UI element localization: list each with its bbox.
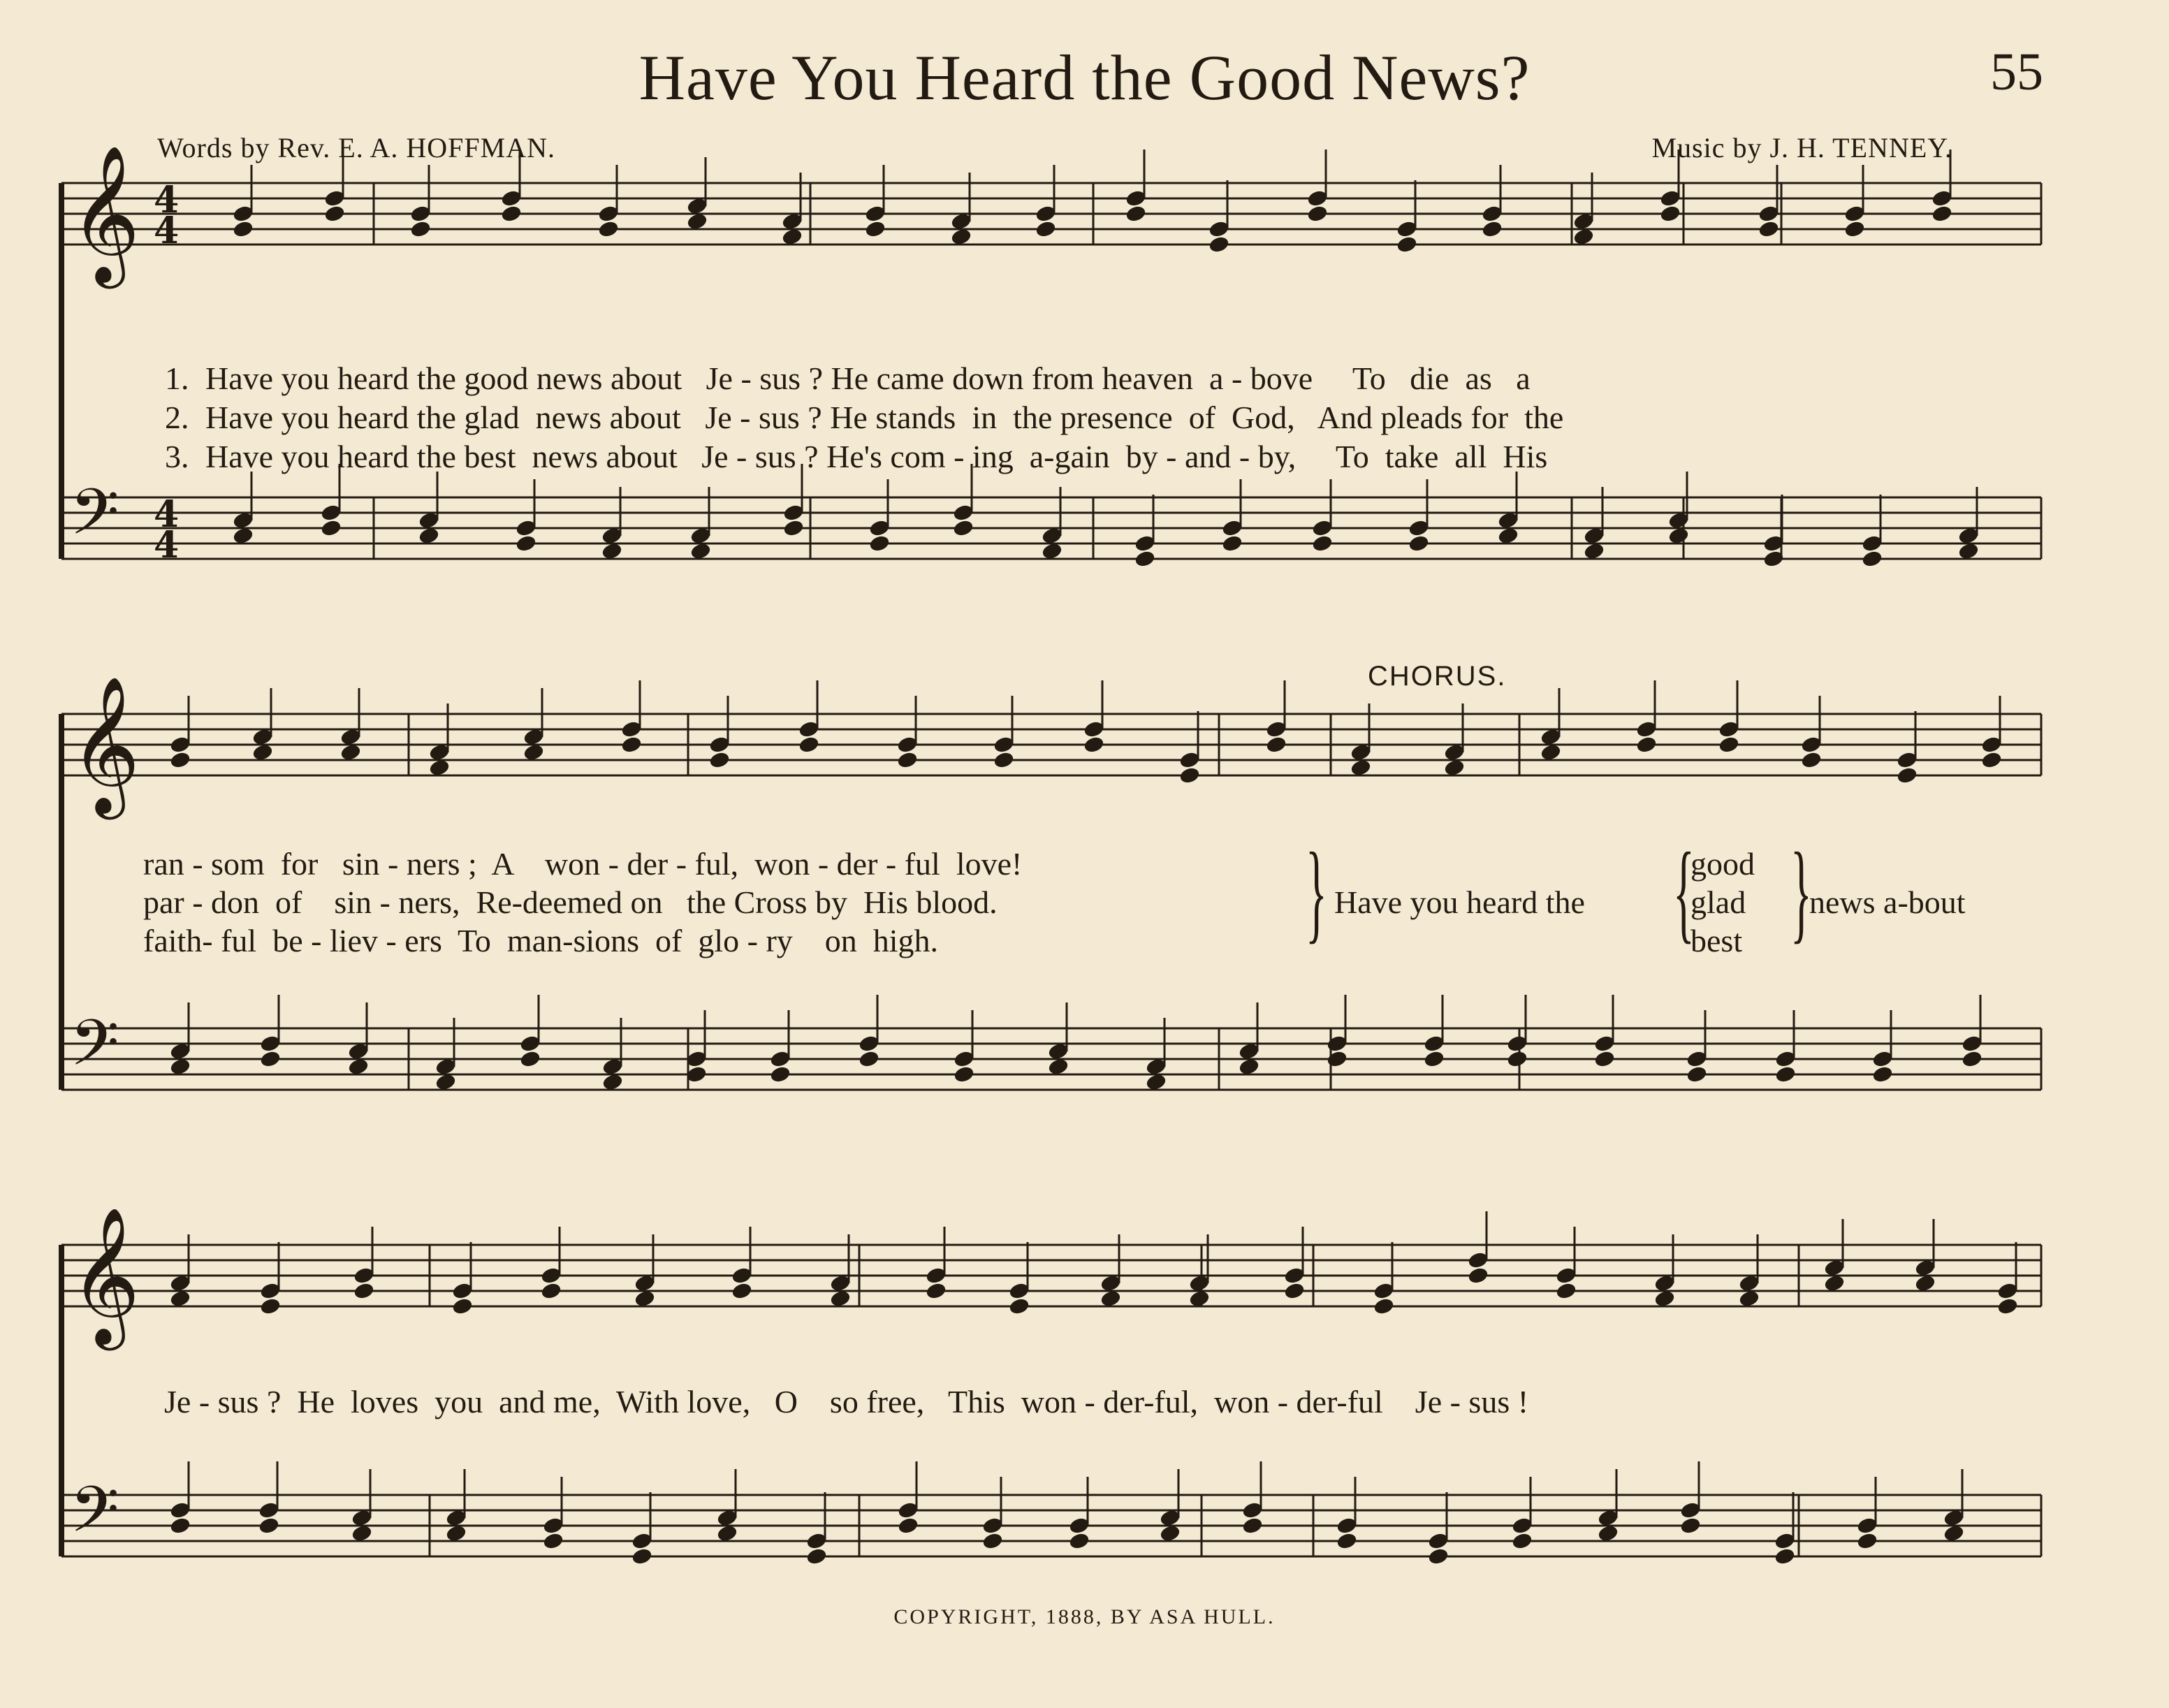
notehead (1179, 766, 1201, 784)
system2-verse-3: faith- ful be - liev - ers To man-sions of glo - ry on high. (143, 923, 939, 958)
notehead (1857, 1532, 1878, 1550)
verse-2-text: Have you heard the glad news about Je - sus ? He stands in the presence of God, And pleads for the (205, 400, 1564, 435)
notehead (1981, 751, 2003, 769)
notehead (543, 1532, 564, 1550)
bass-clef-icon: 𝄢 (70, 1473, 119, 1562)
notehead (1482, 220, 1503, 238)
notehead (926, 1282, 947, 1300)
notehead (260, 1050, 282, 1068)
notehead (1222, 534, 1243, 553)
notehead (452, 1297, 474, 1315)
hymn-title: Have You Heard the Good News? (638, 42, 1531, 113)
notehead (1424, 1050, 1445, 1068)
notehead (1083, 736, 1105, 754)
notehead (1636, 736, 1658, 754)
notehead (1266, 736, 1287, 754)
notehead (233, 220, 254, 238)
notehead (520, 1050, 541, 1068)
time-signature-top: 4 (154, 179, 180, 221)
notehead (1556, 1282, 1577, 1300)
notehead (830, 1290, 852, 1308)
chorus-choice-glad: glad (1690, 884, 1746, 920)
notehead (321, 519, 342, 537)
notehead (1680, 1517, 1702, 1535)
notehead (252, 743, 274, 761)
notehead (1774, 1547, 1796, 1565)
notehead (1997, 1297, 2019, 1315)
notehead (798, 736, 820, 754)
notehead (1242, 1517, 1264, 1535)
treble-clef-icon: 𝄞 (70, 1206, 140, 1345)
notehead (1573, 228, 1595, 246)
notehead (340, 743, 362, 761)
notehead (1897, 766, 1918, 784)
words-credit: Words by Rev. E. A. HOFFMAN. (157, 132, 555, 163)
notehead (1718, 736, 1740, 754)
copyright-notice: COPYRIGHT, 1888, BY ASA HULL. (893, 1605, 1276, 1628)
notehead (523, 743, 545, 761)
notehead (1862, 550, 1883, 568)
bass-clef-icon: 𝄢 (70, 1006, 119, 1095)
notehead (1125, 205, 1147, 223)
notehead (1931, 205, 1953, 223)
notehead (1042, 542, 1063, 560)
verse-number: 1. (165, 360, 189, 396)
notehead (170, 751, 191, 769)
notehead (410, 220, 432, 238)
notehead (258, 1517, 280, 1535)
notehead (1775, 1065, 1797, 1083)
notehead (1189, 1290, 1211, 1308)
notehead (1428, 1547, 1449, 1565)
music-credit: Music by J. H. TENNEY. (1651, 132, 1952, 163)
notehead (687, 212, 708, 231)
notehead (1660, 205, 1681, 223)
notehead (418, 527, 440, 545)
system3-lyrics: Je - sus ? He loves you and me, With love, O so free, This won - der-ful, won - der-ful Je - sus ! (164, 1384, 1529, 1419)
notehead (170, 1058, 191, 1076)
notehead (1498, 527, 1519, 545)
verse-1-text: Have you heard the good news about Je - sus ? He came down from heaven a - bove To die as a (205, 360, 1531, 396)
notehead (1844, 220, 1866, 238)
notehead (869, 534, 891, 553)
notehead (1396, 235, 1418, 254)
chorus-tail: news a-bout (1809, 884, 1966, 920)
notehead (1208, 235, 1230, 254)
notehead (1444, 759, 1466, 777)
notehead (897, 751, 919, 769)
notehead (1512, 1532, 1533, 1550)
notehead (731, 1282, 753, 1300)
notehead (1507, 1050, 1528, 1068)
notehead (1327, 1050, 1348, 1068)
notehead (1239, 1058, 1260, 1076)
verse-3-line (133, 401, 1547, 512)
notehead (1943, 1524, 1965, 1542)
notehead (1668, 527, 1690, 545)
chorus-lead: Have you heard the (1334, 884, 1585, 920)
notehead (435, 1073, 457, 1091)
notehead (1584, 542, 1605, 560)
notehead (1915, 1274, 1936, 1292)
notehead (709, 751, 731, 769)
notehead (351, 1524, 373, 1542)
notehead (601, 542, 623, 560)
system2-verse-1: ran - som for sin - ners ; A won - der - ful, won - der - ful love! (143, 846, 1023, 882)
notehead (631, 1547, 653, 1565)
notehead (1069, 1532, 1090, 1550)
notehead (1160, 1524, 1181, 1542)
notehead (783, 519, 805, 537)
notehead (1408, 534, 1430, 553)
verse-3-text: Have you heard the best news about Je - sus ? He's com - ing a-gain by - and - by, To take all His (205, 439, 1548, 474)
notehead (1134, 550, 1156, 568)
notehead (501, 205, 523, 223)
notehead (516, 534, 537, 553)
notehead (1598, 1524, 1619, 1542)
notehead (1336, 1532, 1358, 1550)
time-signature-top: 4 (154, 493, 180, 536)
notehead (1801, 751, 1823, 769)
notehead (993, 751, 1015, 769)
verse-number: 3. (165, 439, 189, 474)
notehead (446, 1524, 467, 1542)
notehead (1350, 759, 1372, 777)
notehead (1739, 1290, 1760, 1308)
notehead (859, 1050, 880, 1068)
notehead (1872, 1065, 1894, 1083)
page-number: 55 (1990, 43, 2043, 101)
notehead (717, 1524, 738, 1542)
notehead (1758, 220, 1780, 238)
notehead (353, 1282, 375, 1300)
notehead (1958, 542, 1980, 560)
notehead (602, 1073, 624, 1091)
notehead (1824, 1274, 1846, 1292)
notehead (1540, 743, 1562, 761)
notehead (1686, 1065, 1708, 1083)
notehead (1373, 1297, 1395, 1315)
right-brace: } (1790, 829, 1812, 954)
notehead (806, 1547, 828, 1565)
notehead (1100, 1290, 1122, 1308)
notehead (898, 1517, 919, 1535)
notehead (951, 228, 972, 246)
notehead (348, 1058, 370, 1076)
notehead (1035, 220, 1057, 238)
notehead (1048, 1058, 1069, 1076)
system2-verse-2: par - don of sin - ners, Re-deemed on the Cross by His blood. (143, 884, 998, 920)
notehead (233, 527, 254, 545)
notehead (690, 542, 712, 560)
notehead (598, 220, 620, 238)
notehead (954, 1065, 975, 1083)
notehead (1654, 1290, 1676, 1308)
notehead (865, 220, 886, 238)
notehead (541, 1282, 562, 1300)
notehead (1307, 205, 1329, 223)
notehead (1468, 1267, 1489, 1285)
notehead (782, 228, 803, 246)
notehead (1009, 1297, 1030, 1315)
time-signature-bottom: 4 (154, 524, 180, 567)
left-brace: { (1673, 829, 1695, 954)
notehead (1284, 1282, 1306, 1300)
notehead (170, 1517, 191, 1535)
notehead (1594, 1050, 1616, 1068)
verse-number: 2. (165, 400, 189, 435)
right-brace: } (1306, 829, 1327, 954)
chorus-choice-good: good (1690, 846, 1755, 882)
notehead (260, 1297, 282, 1315)
notehead (634, 1290, 656, 1308)
bass-clef-icon: 𝄢 (70, 475, 119, 564)
treble-clef-icon: 𝄞 (70, 145, 140, 283)
notehead (324, 205, 346, 223)
notehead (953, 519, 974, 537)
notehead (1146, 1073, 1167, 1091)
chorus-choice-best: best (1690, 923, 1743, 958)
notehead (770, 1065, 791, 1083)
notehead (170, 1290, 191, 1308)
time-signature-bottom: 4 (154, 210, 180, 252)
chorus-label: CHORUS. (1368, 661, 1507, 692)
notehead (1962, 1050, 1983, 1068)
treble-clef-icon: 𝄞 (70, 676, 140, 814)
notehead (1312, 534, 1334, 553)
notehead (621, 736, 643, 754)
notehead (429, 759, 451, 777)
notehead (982, 1532, 1004, 1550)
